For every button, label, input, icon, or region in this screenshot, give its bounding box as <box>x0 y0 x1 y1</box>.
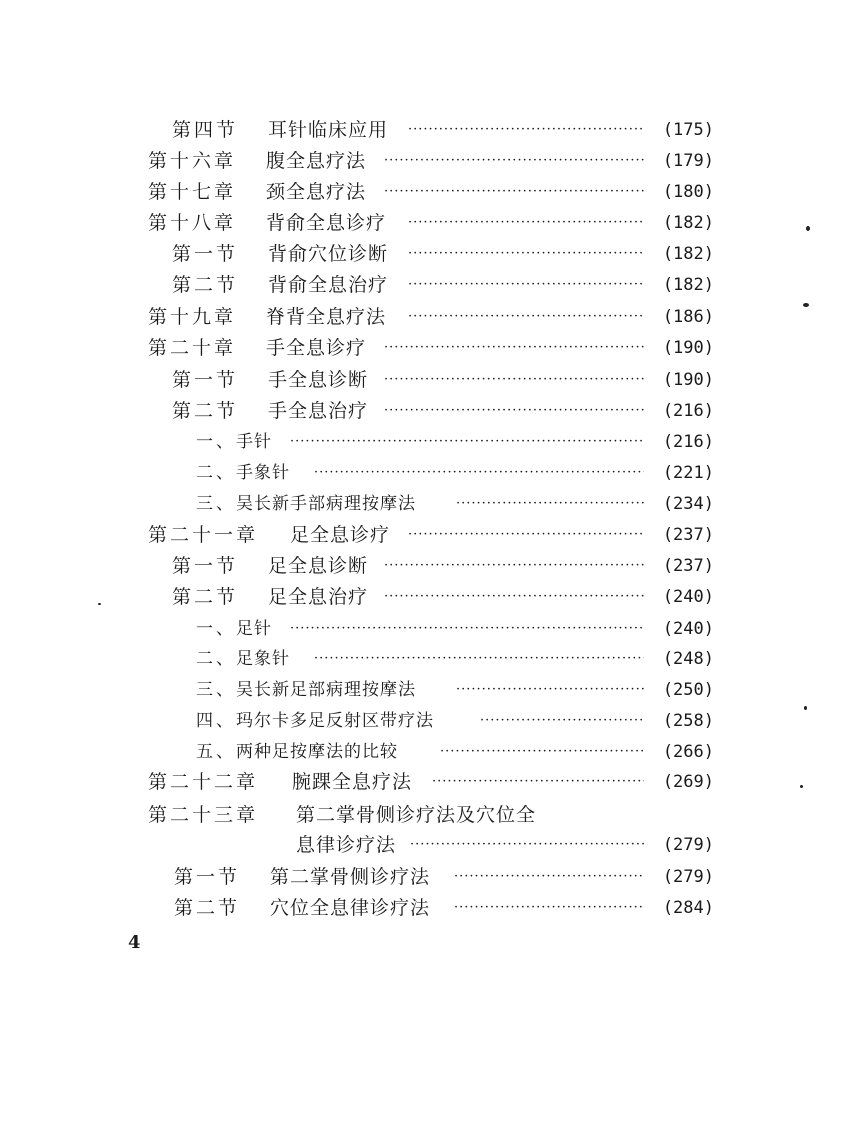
entry-page: (237) <box>662 525 714 545</box>
leader-dots <box>456 675 644 705</box>
entry-page: (186) <box>662 307 714 327</box>
entry-title: 足全息诊疗 <box>290 524 391 546</box>
toc-entry <box>0 115 866 145</box>
toc-entry <box>0 551 866 581</box>
entry-title: 第二掌骨侧诊疗法 <box>270 866 431 888</box>
entry-number: 第二节 <box>174 897 241 919</box>
entry-page: (190) <box>662 370 714 390</box>
toc-entry <box>0 396 866 426</box>
entry-number: 第一节 <box>174 866 241 888</box>
entry-number: 第四节 <box>172 119 239 141</box>
entry-page: (258) <box>662 711 714 731</box>
entry-title: 吴长新手部病理按摩法 <box>236 494 416 514</box>
entry-number: 一、 <box>196 432 236 452</box>
entry-number: 第二节 <box>172 274 239 296</box>
entry-page: (266) <box>662 742 714 762</box>
scan-speck <box>804 706 807 710</box>
leader-dots <box>384 365 644 395</box>
leader-dots <box>480 706 644 736</box>
entry-title: 背俞全息诊疗 <box>266 212 387 234</box>
entry-page: (182) <box>662 244 714 264</box>
toc-entry <box>0 302 866 332</box>
entry-page: (240) <box>662 587 714 607</box>
entry-title: 吴长新足部病理按摩法 <box>236 680 416 700</box>
entry-number: 第十九章 <box>148 306 237 328</box>
leader-dots <box>314 458 644 488</box>
entry-title: 息律诊疗法 <box>296 834 397 856</box>
toc-entry <box>0 737 866 767</box>
toc-entry <box>0 427 866 457</box>
leader-dots <box>454 893 644 923</box>
entry-title: 足象针 <box>236 649 290 669</box>
entry-page: (180) <box>662 182 714 202</box>
entry-title: 手全息诊疗 <box>266 337 367 359</box>
entry-title: 足全息诊断 <box>268 555 369 577</box>
entry-page: (279) <box>662 835 714 855</box>
toc-entry <box>0 706 866 736</box>
entry-title: 两种足按摩法的比较 <box>236 742 398 762</box>
leader-dots <box>432 767 644 797</box>
toc-entry <box>0 239 866 269</box>
entry-page: (182) <box>662 275 714 295</box>
entry-number: 五、 <box>196 742 236 762</box>
leader-dots <box>408 115 644 145</box>
leader-dots <box>456 489 644 519</box>
toc-entry <box>0 582 866 612</box>
leader-dots <box>454 862 644 892</box>
leader-dots <box>440 737 644 767</box>
leader-dots <box>408 239 644 269</box>
entry-number: 二、 <box>196 463 236 483</box>
entry-number: 三、 <box>196 494 236 514</box>
page-number: 4 <box>128 932 141 953</box>
entry-title: 颈全息疗法 <box>266 181 367 203</box>
entry-title: 足全息治疗 <box>268 586 369 608</box>
leader-dots <box>314 644 644 674</box>
entry-title: 足针 <box>236 619 272 639</box>
entry-number: 第一节 <box>172 243 239 265</box>
leader-dots <box>384 333 644 363</box>
entry-page: (234) <box>662 494 714 514</box>
scan-speck <box>800 785 803 788</box>
toc-entry <box>0 520 866 550</box>
toc-entry <box>0 862 866 892</box>
entry-title: 腹全息疗法 <box>266 150 367 172</box>
entry-page: (237) <box>662 556 714 576</box>
entry-title: 第二掌骨侧诊疗法及穴位全 <box>296 804 537 826</box>
leader-dots <box>384 177 644 207</box>
entry-title: 耳针临床应用 <box>268 119 389 141</box>
entry-title: 手针 <box>236 432 272 452</box>
entry-number: 第二节 <box>172 400 239 422</box>
entry-title: 手全息诊断 <box>268 369 369 391</box>
entry-number: 一、 <box>196 619 236 639</box>
toc-entry <box>0 830 866 860</box>
entry-number: 第二节 <box>172 586 239 608</box>
leader-dots <box>384 551 644 581</box>
scan-speck <box>806 226 810 231</box>
toc-entry <box>0 800 866 830</box>
leader-dots <box>408 302 644 332</box>
entry-title: 腕踝全息疗法 <box>292 771 413 793</box>
toc-entry <box>0 208 866 238</box>
entry-number: 第二十三章 <box>148 804 259 826</box>
entry-page: (248) <box>662 649 714 669</box>
toc-entry <box>0 675 866 705</box>
leader-dots <box>290 614 644 644</box>
leader-dots <box>290 427 644 457</box>
toc-entry <box>0 146 866 176</box>
toc-entry <box>0 270 866 300</box>
toc-entry <box>0 489 866 519</box>
entry-page: (250) <box>662 680 714 700</box>
entry-number: 第二十一章 <box>148 524 259 546</box>
toc-entry <box>0 644 866 674</box>
toc-entry <box>0 365 866 395</box>
toc-entry <box>0 458 866 488</box>
entry-page: (279) <box>662 867 714 887</box>
toc-entry <box>0 333 866 363</box>
entry-number: 第二十章 <box>148 337 237 359</box>
entry-page: (284) <box>662 898 714 918</box>
entry-title: 玛尔卡多足反射区带疗法 <box>236 711 434 731</box>
toc-entry <box>0 893 866 923</box>
entry-number: 第一节 <box>172 369 239 391</box>
scan-speck <box>98 603 101 605</box>
leader-dots <box>408 208 644 238</box>
leader-dots <box>384 582 644 612</box>
entry-page: (179) <box>662 151 714 171</box>
entry-page: (182) <box>662 213 714 233</box>
entry-page: (240) <box>662 619 714 639</box>
entry-number: 第一节 <box>172 555 239 577</box>
entry-title: 背俞全息治疗 <box>268 274 389 296</box>
leader-dots <box>410 830 644 860</box>
entry-number: 四、 <box>196 711 236 731</box>
entry-title: 穴位全息律诊疗法 <box>270 897 431 919</box>
entry-title: 脊背全息疗法 <box>266 306 387 328</box>
entry-title: 手全息治疗 <box>268 400 369 422</box>
toc-entry <box>0 614 866 644</box>
entry-number: 第十八章 <box>148 212 237 234</box>
entry-page: (269) <box>662 772 714 792</box>
leader-dots <box>384 146 644 176</box>
toc-entry <box>0 177 866 207</box>
entry-page: (216) <box>662 401 714 421</box>
toc-entry <box>0 767 866 797</box>
leader-dots <box>408 270 644 300</box>
entry-title: 背俞穴位诊断 <box>268 243 389 265</box>
leader-dots <box>408 520 644 550</box>
entry-page: (221) <box>662 463 714 483</box>
entry-number: 二、 <box>196 649 236 669</box>
entry-title: 手象针 <box>236 463 290 483</box>
entry-page: (216) <box>662 432 714 452</box>
entry-number: 第十六章 <box>148 150 237 172</box>
leader-dots <box>384 396 644 426</box>
entry-page: (190) <box>662 338 714 358</box>
entry-number: 三、 <box>196 680 236 700</box>
scan-speck <box>803 303 809 307</box>
entry-page: (175) <box>662 120 714 140</box>
entry-number: 第十七章 <box>148 181 237 203</box>
entry-number: 第二十二章 <box>148 771 259 793</box>
